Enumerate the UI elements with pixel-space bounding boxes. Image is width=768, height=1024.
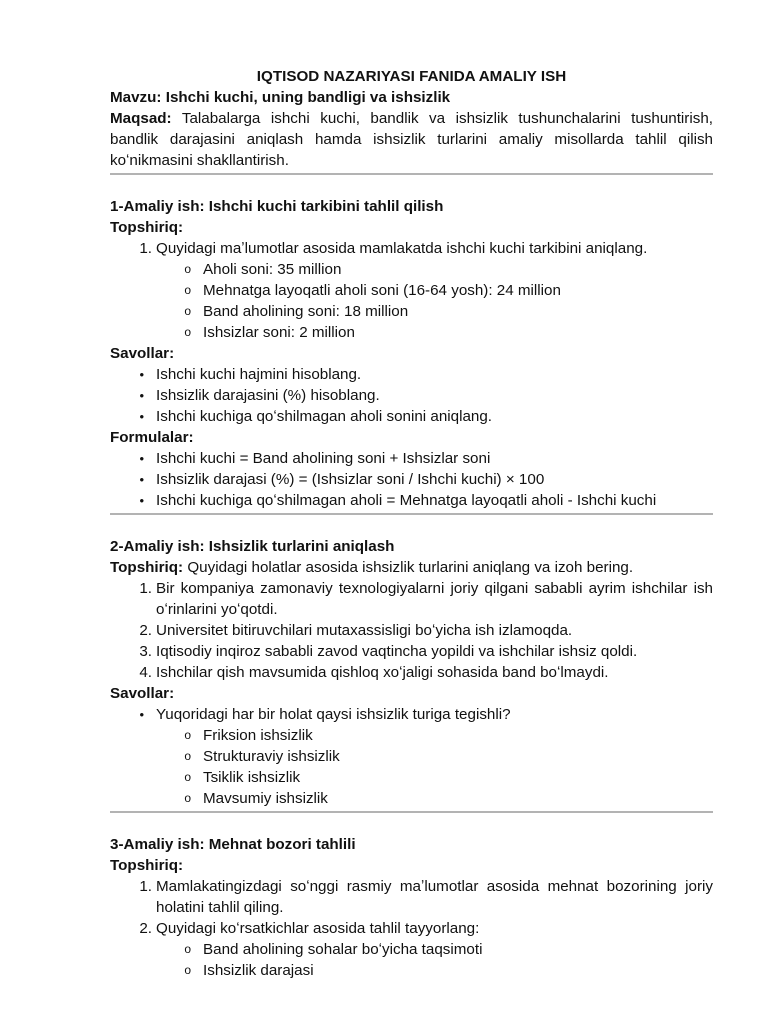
bullet-icon: • — [139, 493, 144, 508]
maqsad-paragraph — [110, 108, 713, 171]
sub-item-text: Ishsizlar soni: 2 million — [203, 324, 355, 341]
bullet-item — [110, 704, 713, 725]
sub-item — [110, 939, 713, 960]
bullet-icon: • — [139, 707, 144, 722]
item-text: Quyidagi maʼlumotlar asosida mamlakatda ishchi kuchi tarkibini aniqlang. — [156, 240, 648, 257]
section1-topshiriq-label: Topshiriq: — [110, 219, 184, 236]
bullet-icon: • — [139, 472, 144, 487]
circle-bullet-icon: o — [184, 283, 191, 297]
sub-item-text: Tsiklik ishsizlik — [203, 769, 301, 786]
section3-heading: 3-Amaliy ish: Mehnat bozori tahlili — [110, 836, 356, 853]
sub-item-text: Friksion ishsizlik — [203, 727, 313, 744]
bullet-item — [110, 490, 713, 511]
bullet-item — [110, 469, 713, 490]
bullet-icon: • — [139, 409, 144, 424]
sub-item-text: Band aholining sohalar boʻyicha taqsimoti — [203, 941, 483, 958]
numbered-item — [110, 238, 713, 259]
item-text: Iqtisodiy inqiroz sababli zavod vaqtincha yopildi va ishchilar ishsiz qoldi. — [156, 643, 638, 660]
numbered-item — [110, 578, 713, 620]
item-text: Ishchilar qish mavsumida qishloq xoʻjaligi sohasida band boʻlmaydi. — [156, 664, 609, 681]
circle-bullet-icon: o — [184, 770, 191, 784]
bullet-item — [110, 385, 713, 406]
maqsad-text: Talabalarga ishchi kuchi, bandlik va ishsizlik tushunchalarini tushuntirish, bandlik darajasini aniqlash hamda ishsizlik turlarini amaliy misollarda tahlil qilish koʻnikmasini shakllantirish. — [110, 110, 713, 169]
mavzu-line — [110, 87, 713, 108]
section1-formulalar-label: Formulalar: — [110, 429, 194, 446]
circle-bullet-icon: o — [184, 728, 191, 742]
circle-bullet-icon: o — [184, 963, 191, 977]
bullet-icon: • — [139, 367, 144, 382]
bullet-text: Ishchi kuchiga qoʻshilmagan aholi sonini aniqlang. — [156, 408, 493, 425]
sub-item — [110, 788, 713, 809]
section2-heading: 2-Amaliy ish: Ishsizlik turlarini aniqlash — [110, 538, 395, 555]
item-number: 2. — [139, 920, 152, 937]
item-number: 1. — [139, 240, 152, 257]
sub-item-text: Aholi soni: 35 million — [203, 261, 342, 278]
sub-item — [110, 280, 713, 301]
item-number: 1. — [139, 878, 152, 895]
section1-heading: 1-Amaliy ish: Ishchi kuchi tarkibini tahlil qilish — [110, 198, 444, 215]
circle-bullet-icon: o — [184, 749, 191, 763]
item-text: Quyidagi koʻrsatkichlar asosida tahlil tayyorlang: — [156, 920, 480, 937]
document-title: IQTISOD NAZARIYASI FANIDA AMALIY ISH — [256, 68, 567, 85]
sub-item-text: Ishsizlik darajasi — [203, 962, 314, 979]
bullet-icon: • — [139, 388, 144, 403]
bullet-text: Ishchi kuchi hajmini hisoblang. — [156, 366, 362, 383]
circle-bullet-icon: o — [184, 325, 191, 339]
topshiriq-label: Topshiriq: — [110, 559, 184, 576]
sub-item — [110, 767, 713, 788]
numbered-item — [110, 876, 713, 918]
sub-item-text: Mehnatga layoqatli aholi soni (16-64 yosh): 24 million — [203, 282, 561, 299]
sub-item — [110, 301, 713, 322]
circle-bullet-icon: o — [184, 942, 191, 956]
formula-text: Ishchi kuchiga qoʻshilmagan aholi = Mehnatga layoqatli aholi - Ishchi kuchi — [156, 492, 657, 509]
sub-item — [110, 725, 713, 746]
formula-text: Ishsizlik darajasi (%) = (Ishsizlar soni / Ishchi kuchi) × 100 — [156, 471, 545, 488]
sub-item — [110, 960, 713, 981]
bullet-icon: • — [139, 451, 144, 466]
item-number: 2. — [139, 622, 152, 639]
circle-bullet-icon: o — [184, 791, 191, 805]
mavzu-text: Ishchi kuchi, uning bandligi va ishsizlik — [165, 89, 451, 106]
numbered-item — [110, 918, 713, 939]
bullet-item — [110, 448, 713, 469]
section2-topshiriq — [110, 557, 713, 578]
bullet-text: Yuqoridagi har bir holat qaysi ishsizlik turiga tegishli? — [156, 706, 511, 723]
bullet-item — [110, 406, 713, 427]
section1-savollar-label: Savollar: — [110, 345, 175, 362]
sub-item — [110, 322, 713, 343]
mavzu-label: Mavzu: — [110, 89, 162, 106]
section3-topshiriq-label: Topshiriq: — [110, 857, 184, 874]
item-text: Mamlakatingizdagi soʻnggi rasmiy maʼlumotlar asosida mehnat bozorining joriy holatini tahlil qiling. — [156, 878, 713, 916]
item-text: Universitet bitiruvchilari mutaxassisligi boʻyicha ish izlamoqda. — [156, 622, 573, 639]
numbered-item — [110, 620, 713, 641]
document-page — [110, 66, 713, 981]
sub-item — [110, 746, 713, 767]
item-number: 3. — [139, 643, 152, 660]
circle-bullet-icon: o — [184, 304, 191, 318]
numbered-item — [110, 662, 713, 683]
item-text: Bir kompaniya zamonaviy texnologiyalarni joriy qilgani sababli ayrim ishchilar ish oʻrinlarini yoʻqotdi. — [156, 580, 713, 618]
bullet-item — [110, 364, 713, 385]
bullet-text: Ishsizlik darajasini (%) hisoblang. — [156, 387, 380, 404]
topshiriq-text: Quyidagi holatlar asosida ishsizlik turlarini aniqlang va izoh bering. — [187, 559, 634, 576]
sub-item — [110, 259, 713, 280]
sub-item-text: Band aholining soni: 18 million — [203, 303, 409, 320]
maqsad-label: Maqsad: — [110, 110, 172, 127]
circle-bullet-icon: o — [184, 262, 191, 276]
sub-item-text: Strukturaviy ishsizlik — [203, 748, 340, 765]
numbered-item — [110, 641, 713, 662]
item-number: 1. — [139, 580, 152, 597]
formula-text: Ishchi kuchi = Band aholining soni + Ishsizlar soni — [156, 450, 491, 467]
item-number: 4. — [139, 664, 152, 681]
sub-item-text: Mavsumiy ishsizlik — [203, 790, 328, 807]
section2-savollar-label: Savollar: — [110, 685, 175, 702]
